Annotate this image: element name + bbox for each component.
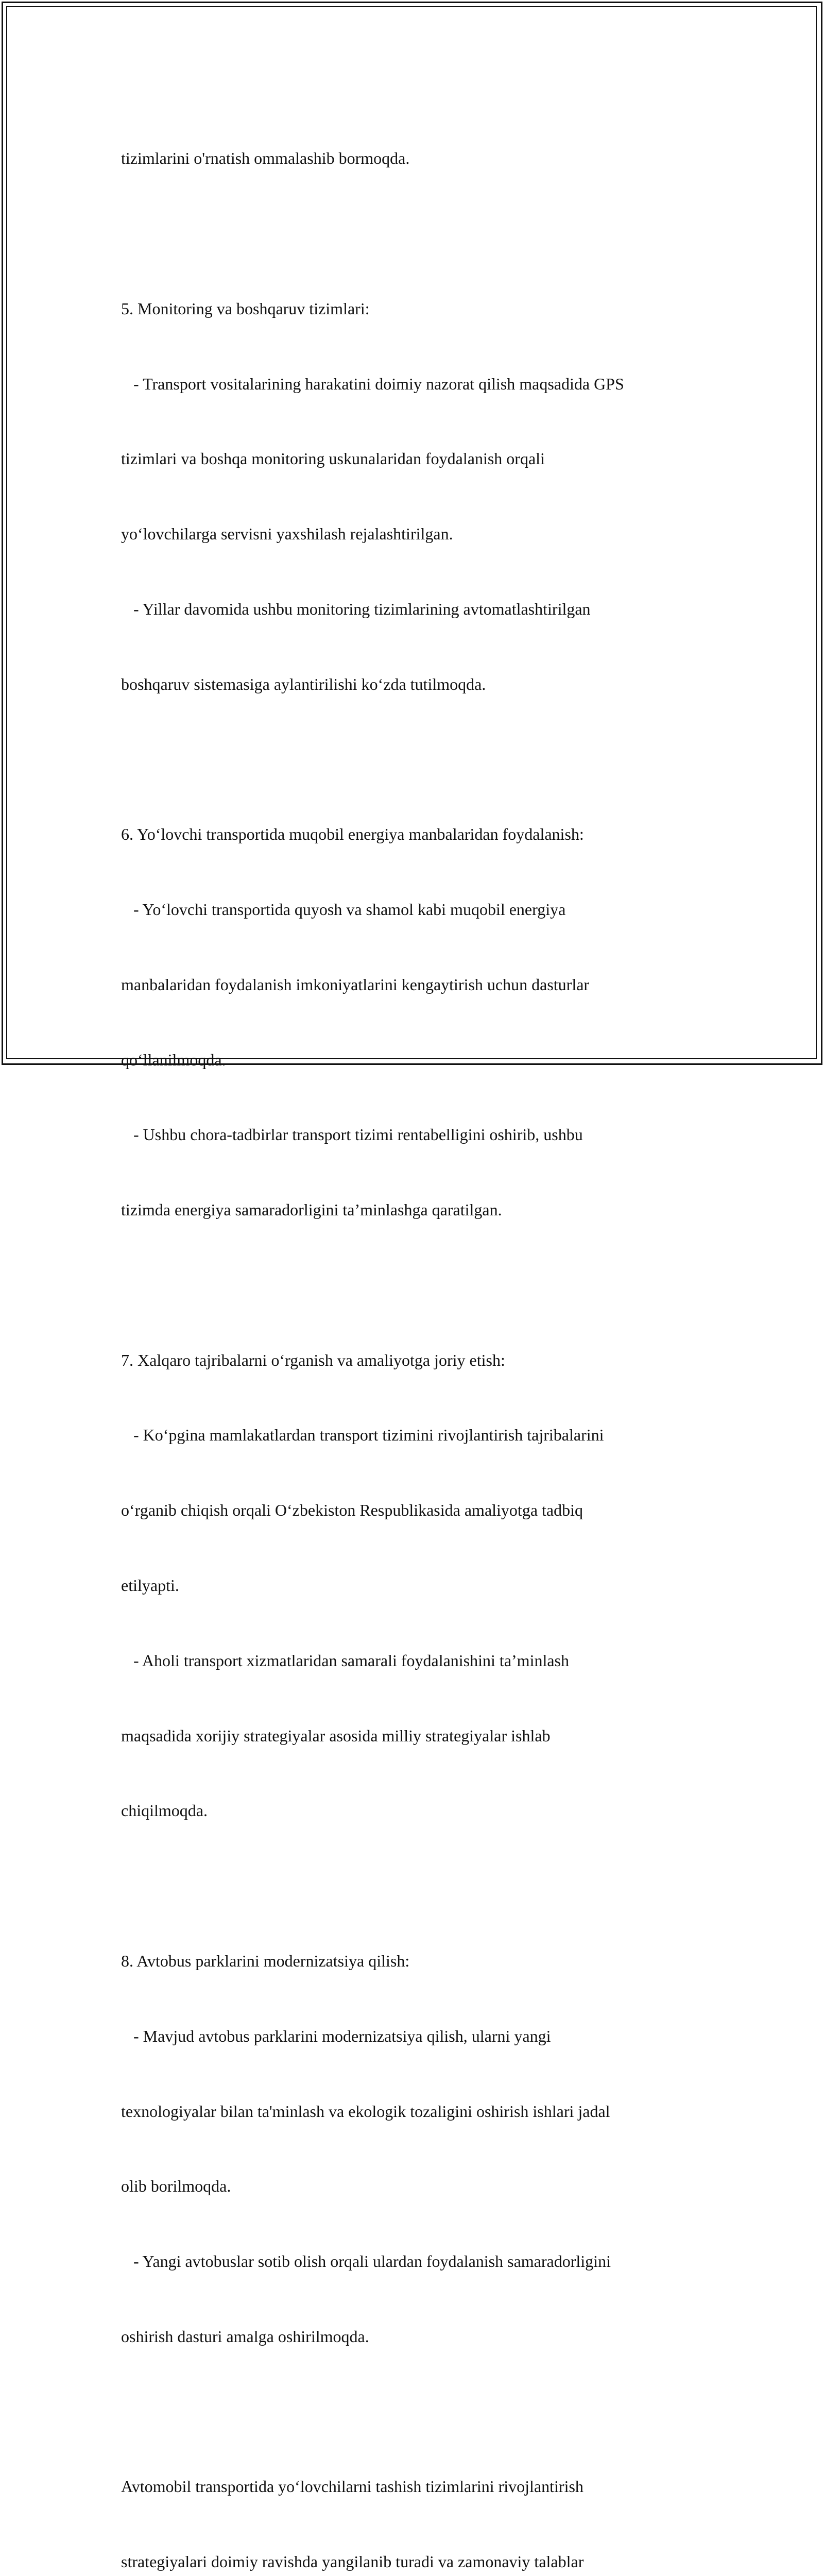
text-line: qo‘llanilmoqda. (121, 1050, 226, 1069)
section-heading-6: 6. Yo‘lovchi transportida muqobil energiya manbalaridan foydalanish: (121, 825, 584, 844)
text-line: - Mavjud avtobus parklarini modernizatsiya qilish, ularni yangi (121, 2026, 551, 2045)
text-line: - Transport vositalarining harakatini doimiy nazorat qilish maqsadida GPS (121, 374, 624, 393)
section-heading-8: 8. Avtobus parklarini modernizatsiya qilish: (121, 1951, 410, 1970)
text-line: etilyapti. (121, 1576, 179, 1595)
text-line: - Yo‘lovchi transportida quyosh va shamol kabi muqobil energiya (121, 900, 566, 919)
closing-paragraph-line: strategiyalari doimiy ravishda yangilanib turadi va zamonaviy talablar (121, 2552, 584, 2571)
text-line: yo‘lovchilarga servisni yaxshilash rejalashtirilgan. (121, 524, 453, 544)
blank-line (121, 2399, 713, 2425)
text-line: - Aholi transport xizmatlaridan samarali foydalanishini ta’minlash (121, 1651, 569, 1670)
section-heading-7: 7. Xalqaro tajribalarni o‘rganish va amaliyotga joriy etish: (121, 1350, 505, 1369)
text-line: tizimlarini o'rnatish ommalashib bormoqda. (121, 149, 410, 168)
text-line: chiqilmoqda. (121, 1801, 208, 1820)
closing-paragraph-line: Avtomobil transportida yo‘lovchilarni tashish tizimlarini rivojlantirish (121, 2477, 583, 2496)
text-line: manbalaridan foydalanish imkoniyatlarini kengaytirish uchun dasturlar (121, 975, 590, 994)
text-line: tizimlari va boshqa monitoring uskunalaridan foydalanish orqali (121, 449, 545, 468)
text-line: - Yangi avtobuslar sotib olish orqali ulardan foydalanish samaradorligini (121, 2252, 611, 2271)
text-line: tizimda energiya samaradorligini ta’minlashga qaratilgan. (121, 1200, 502, 1219)
text-line: maqsadida xorijiy strategiyalar asosida milliy strategiyalar ishlab (121, 1726, 551, 1745)
blank-line (121, 221, 713, 246)
document-body (121, 96, 713, 2576)
text-line: - Ushbu chora-tadbirlar transport tizimi rentabelligini oshirib, ushbu (121, 1125, 583, 1144)
text-line: olib borilmoqda. (121, 2177, 231, 2196)
section-heading-5: 5. Monitoring va boshqaruv tizimlari: (121, 299, 370, 318)
text-line: texnologiyalar bilan ta'minlash va ekologik tozaligini oshirish ishlari jadal (121, 2102, 610, 2121)
text-line: o‘rganib chiqish orqali O‘zbekiston Respublikasida amaliyotga tadbiq (121, 1501, 583, 1520)
text-line: boshqaruv sistemasiga aylantirilishi ko‘zda tutilmoqda. (121, 674, 486, 693)
text-line: - Ko‘pgina mamlakatlardan transport tizimini rivojlantirish tajribalarini (121, 1426, 604, 1445)
blank-line (121, 1873, 713, 1899)
blank-line (121, 1273, 713, 1298)
text-line: - Yillar davomida ushbu monitoring tizimlarining avtomatlashtirilgan (121, 599, 591, 618)
text-line: oshirish dasturi amalga oshirilmoqda. (121, 2327, 369, 2346)
blank-line (121, 747, 713, 772)
